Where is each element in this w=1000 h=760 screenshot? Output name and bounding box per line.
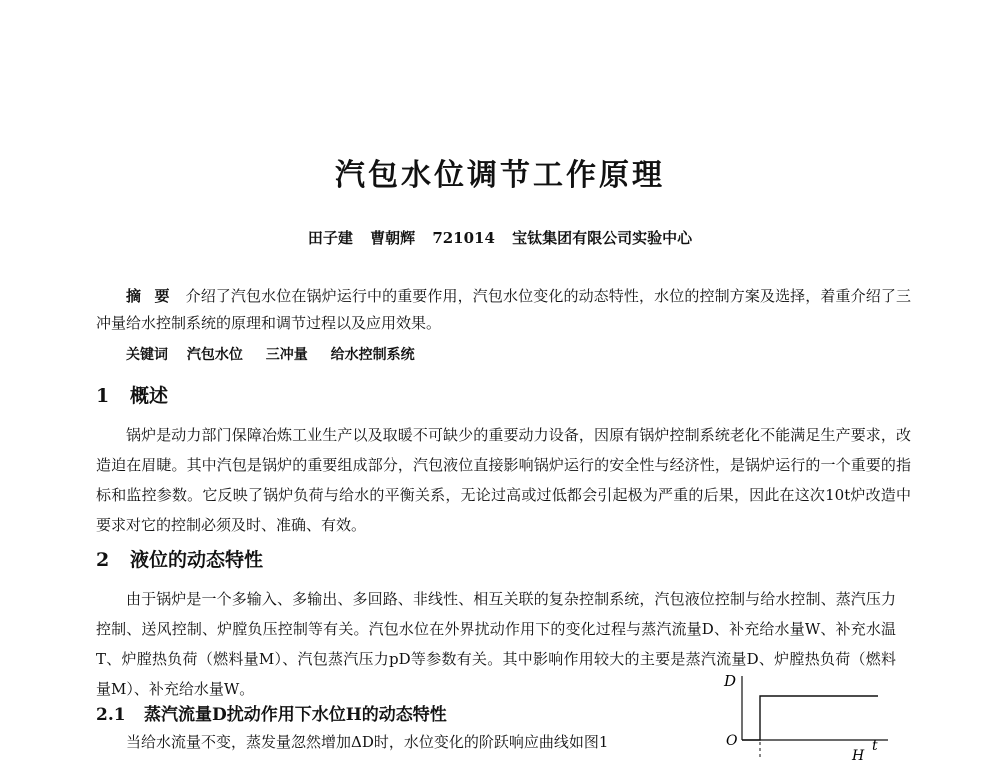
section-paragraph: 由于锅炉是一个多输入、多输出、多回路、非线性、相互关联的复杂控制系统，汽包液位控制与给水控制、蒸汽压力控制、送风控制、炉膛负压控制等有关。汽包水位在外界扰动作用下的变化过程与蒸汽流量D、补充给水量W、补充水温T、炉膛热负荷（燃料量M）、汽包蒸汽压力pD等参数有关。其中影响作用较大的主要是蒸汽流量D、炉膛热负荷（燃料量M）、补充给水量W。 [96, 590, 896, 698]
section-paragraph: 锅炉是动力部门保障冶炼工业生产以及取暖不可缺少的重要动力设备，因原有锅炉控制系统老化不能满足生产要求，改造迫在眉睫。其中汽包是锅炉的重要组成部分，汽包液位直接影响锅炉运行的安全性与经济性，是锅炉运行的一个重要的指标和监控参数。它反映了锅炉负荷与给水的平衡关系，无论过高或过低都会引起极为严重的后果，因此在这次10t炉改造中要求对它的控制必须及时、准确、有效。 [96, 426, 911, 534]
section-heading [96, 545, 263, 572]
figure-1-step-response [720, 668, 920, 760]
subsection-number: 2.1 [96, 705, 126, 725]
figure-h-label: H [852, 748, 865, 760]
abstract [96, 283, 911, 337]
author-name: 曹朝辉 [370, 229, 416, 247]
abstract-text: 介绍了汽包水位在锅炉运行中的重要作用，汽包水位变化的动态特性，水位的控制方案及选择，着重介绍了三冲量给水控制系统的原理和调节过程以及应用效果。 [96, 287, 911, 332]
subsection-paragraph: 当给水流量不变，蒸发量忽然增加ΔD时，水位变化的阶跃响应曲线如图1 [126, 733, 609, 751]
paper-title: 汽包水位调节工作原理 [335, 158, 665, 193]
section-heading [96, 381, 168, 408]
keywords-label: 关键词 [126, 347, 168, 363]
author-line [0, 227, 1000, 248]
figure-step-curve [742, 696, 878, 740]
section-title: 概述 [130, 385, 169, 407]
abstract-label: 摘 要 [126, 287, 174, 305]
figure-origin-label: O [726, 733, 738, 749]
subsection-heading [96, 700, 447, 725]
section-number: 2 [96, 549, 110, 571]
postcode: 721014 [432, 229, 495, 247]
figure-y-label: D [724, 672, 737, 690]
author-name: 田子建 [307, 229, 353, 247]
section-number: 1 [96, 385, 110, 407]
keyword: 给水控制系统 [330, 347, 415, 363]
keywords [96, 340, 911, 370]
figure-x-label: t [872, 738, 878, 754]
keyword: 汽包水位 [186, 347, 243, 363]
subsection-title: 蒸汽流量D扰动作用下水位H的动态特性 [144, 705, 447, 725]
affiliation: 宝钛集团有限公司实验中心 [512, 229, 693, 247]
section-title: 液位的动态特性 [130, 549, 264, 571]
keyword: 三冲量 [265, 347, 308, 363]
